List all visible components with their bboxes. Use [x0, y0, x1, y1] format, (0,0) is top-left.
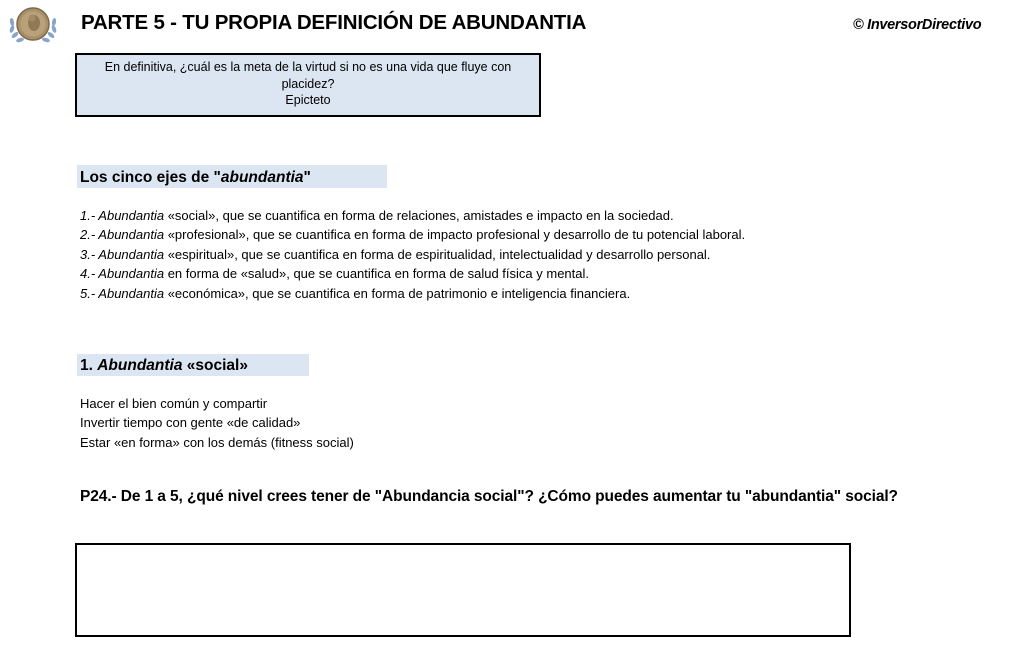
- social-list: [80, 394, 354, 452]
- quote-box: [75, 53, 541, 117]
- list-item: [80, 284, 745, 303]
- brand-label: © InversorDirectivo: [853, 17, 982, 33]
- quote-text: En definitiva, ¿cuál es la meta de la virtud si no es una vida que fluye con placidez?: [104, 60, 512, 91]
- axes-list: [80, 206, 745, 303]
- list-item: Hacer el bien común y compartir: [80, 396, 268, 411]
- list-item: [80, 225, 745, 244]
- page-title: PARTE 5 - TU PROPIA DEFINICIÓN DE ABUNDANTIA: [81, 11, 587, 34]
- list-item: [80, 245, 745, 264]
- question-p24: P24.- De 1 a 5, ¿qué nivel crees tener de "Abundancia social"? ¿Cómo puedes aumentar tu "abundantia" social?: [80, 488, 898, 505]
- section-title-suffix: ": [303, 169, 311, 186]
- section-title-ejes: [77, 165, 387, 188]
- item-text: «económica», que se cuantifica en forma de patrimonio e inteligencia financiera.: [164, 285, 631, 301]
- item-text: en forma de «salud», que se cuantifica en forma de salud física y mental.: [164, 266, 589, 282]
- item-text: «social», que se cuantifica en forma de relaciones, amistades e impacto en la sociedad.: [164, 208, 674, 223]
- item-text: «profesional», que se cuantifica en forma de impacto profesional y desarrollo de tu potencial laboral.: [164, 227, 746, 243]
- section-title-social: [77, 354, 309, 376]
- list-item: [80, 206, 745, 225]
- section-title-suffix: «social»: [182, 357, 248, 374]
- logo-coin-laurel-icon: [6, 4, 60, 46]
- list-item: Estar «en forma» con los demás (fitness social): [80, 434, 354, 450]
- list-item: [80, 264, 745, 283]
- item-number: 5.- Abundantia: [80, 285, 165, 301]
- item-number: 4.- Abundantia: [80, 266, 165, 282]
- section-title-emphasis: Abundantia: [97, 357, 183, 374]
- item-text: «espiritual», que se cuantifica en forma de espiritualidad, intelectualidad y desarrollo personal.: [164, 246, 711, 262]
- item-number: 2.- Abundantia: [80, 227, 165, 243]
- item-number: 1.- Abundantia: [80, 208, 165, 223]
- answer-box[interactable]: [75, 543, 851, 637]
- item-number: 3.- Abundantia: [80, 246, 165, 262]
- quote-author: Epicteto: [285, 93, 331, 107]
- list-item: Invertir tiempo con gente «de calidad»: [80, 415, 301, 431]
- section-title-emphasis: abundantia: [220, 169, 304, 186]
- section-title-prefix: 1.: [80, 357, 98, 374]
- section-title-prefix: Los cinco ejes de ": [80, 169, 221, 186]
